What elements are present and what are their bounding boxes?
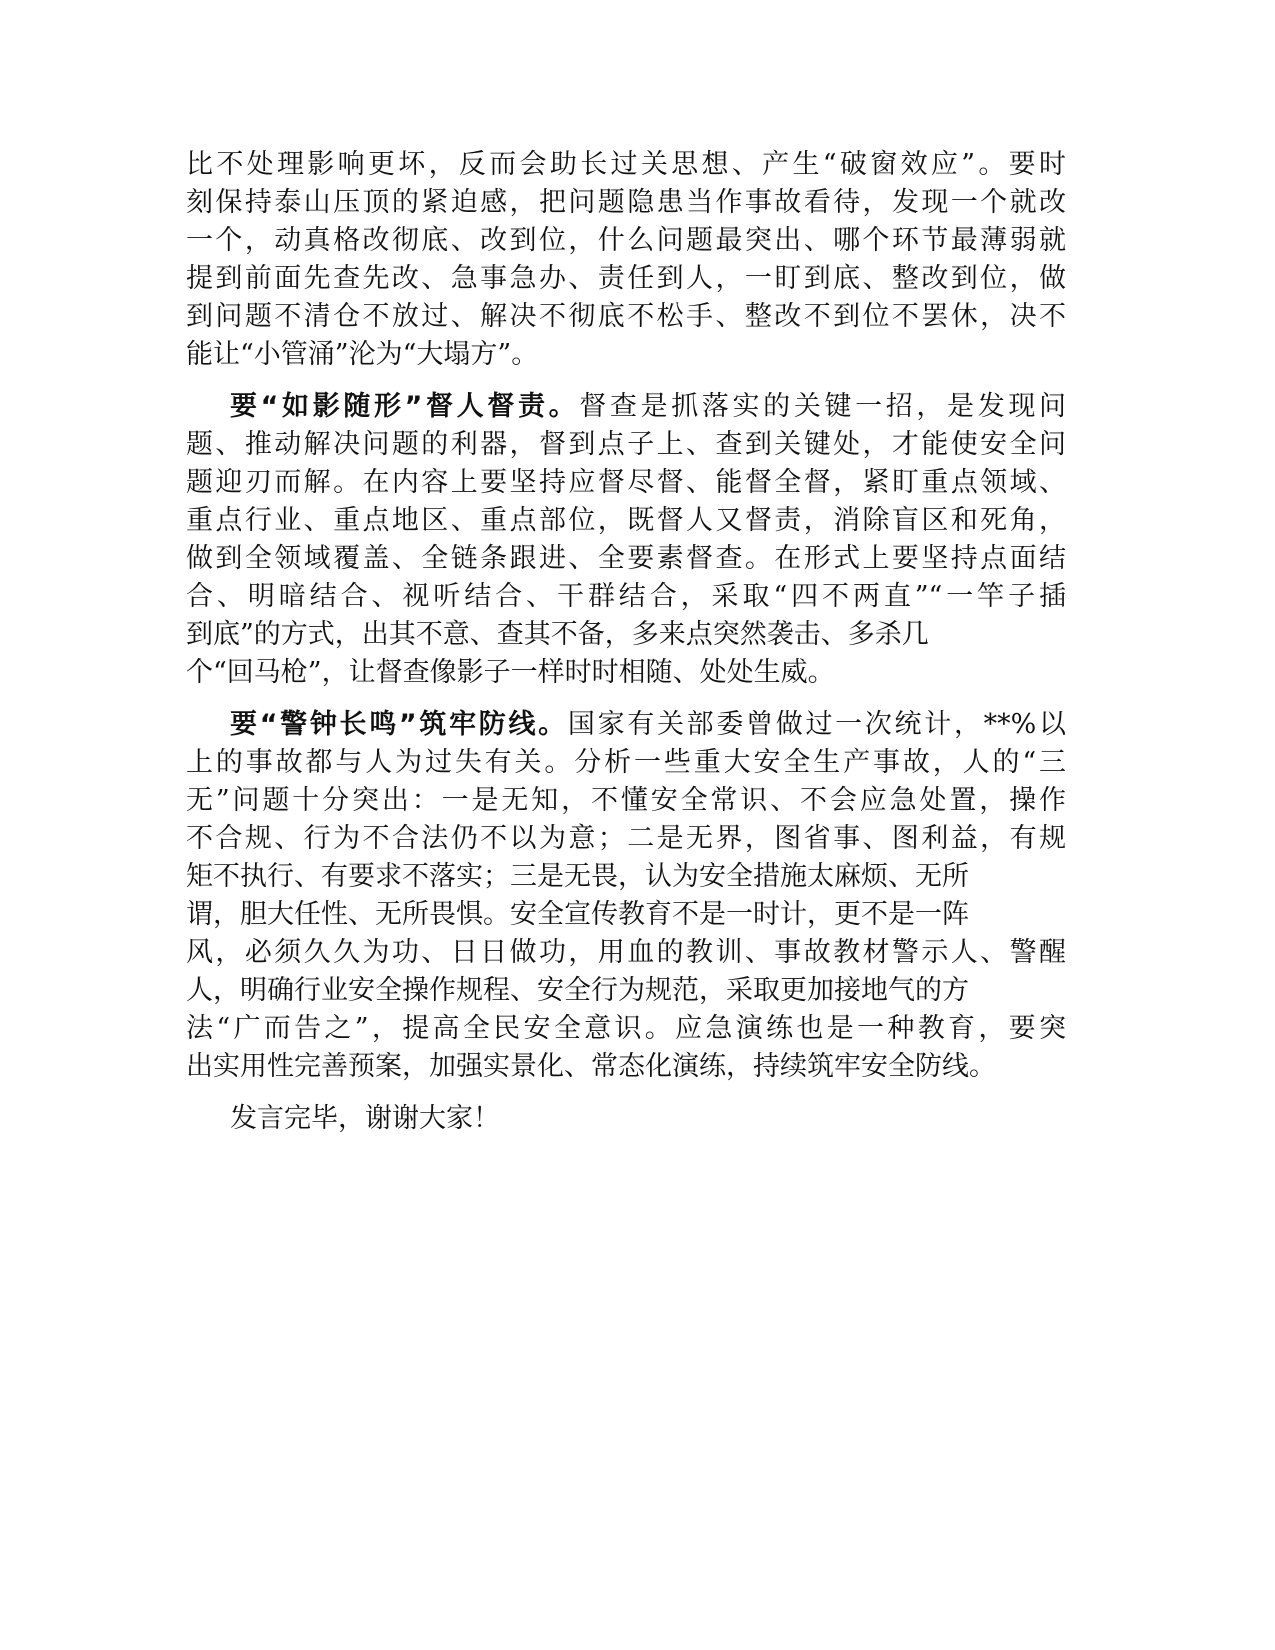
paragraph-2-line: 重点行业、重点地区、重点部位，既督人又督责，消除盲区和死角，: [186, 505, 1066, 536]
paragraph-spacer: [186, 1086, 1066, 1100]
paragraph-2-heading: 要“如影随形”督人督责。: [230, 391, 580, 422]
paragraph-3-line: 无”问题十分突出：一是无知，不懂安全常识、不会应急处置，操作: [186, 785, 1066, 816]
paragraph-1-line: 一个，动真格改彻底、改到位，什么问题最突出、哪个环节最薄弱就: [186, 225, 1066, 256]
paragraph-3-line: 谓，胆大任性、无所畏惧。安全宣传教育不是一时计，更不是一阵: [186, 899, 969, 930]
paragraph-3-line: 人，明确行业安全操作规程、安全行为规范，采取更加接地气的方: [186, 975, 969, 1006]
closing-remark: 发言完毕，谢谢大家！: [230, 1103, 500, 1134]
paragraph-2-line: 做到全领域覆盖、全链条跟进、全要素督查。在形式上要坚持点面结: [186, 543, 1066, 574]
paragraph-3-line: 出实用性完善预案，加强实景化、常态化演练，持续筑牢安全防线。: [186, 1051, 996, 1082]
paragraph-3-heading: 要“警钟长鸣”筑牢防线。: [230, 709, 568, 740]
paragraph-2-line: 题、推动解决问题的利器，督到点子上、查到关键处，才能使安全问: [186, 429, 1066, 460]
paragraph-spacer: [186, 692, 1066, 706]
paragraph-3-line: 风，必须久久为功、日日做功，用血的教训、事故教材警示人、警醒: [186, 937, 1066, 968]
paragraph-2-line: 合、明暗结合、视听结合、干群结合，采取“四不两直”“一竿子插: [186, 581, 1066, 612]
paragraph-1-line: 能让“小管涌”沦为“大塌方”。: [186, 339, 539, 370]
paragraph-3-first-line-text: 国家有关部委曾做过一次统计，**%以: [567, 709, 1066, 740]
paragraph-1: [186, 146, 1066, 374]
paragraph-3-line: 矩不执行、有要求不落实；三是无畏，认为安全措施太麻烦、无所: [186, 861, 969, 892]
paragraph-3-line: 上的事故都与人为过失有关。分析一些重大安全生产事故，人的“三: [186, 747, 1066, 778]
paragraph-2-line: 题迎刃而解。在内容上要坚持应督尽督、能督全督，紧盯重点领域、: [186, 467, 1066, 498]
paragraph-3-line: 不合规、行为不合法仍不以为意；二是无界，图省事、图利益，有规: [186, 823, 1066, 854]
paragraph-1-line: 到问题不清仓不放过、解决不彻底不松手、整改不到位不罢休，决不: [186, 301, 1066, 332]
document-body: [186, 146, 1066, 1138]
paragraph-1-line: 刻保持泰山压顶的紧迫感，把问题隐患当作事故看待，发现一个就改: [186, 187, 1066, 218]
paragraph-3-first-line: [186, 706, 1066, 744]
paragraph-spacer: [186, 374, 1066, 388]
paragraph-1-line: 提到前面先查先改、急事急办、责任到人，一盯到底、整改到位，做: [186, 263, 1066, 294]
paragraph-2: [186, 388, 1066, 692]
paragraph-2-line: 到底”的方式，出其不意、查其不备，多来点突然袭击、多杀几: [186, 619, 929, 650]
paragraph-2-first-line-text: 督查是抓落实的关键一招，是发现问: [579, 391, 1066, 422]
paragraph-2-first-line: [186, 388, 1066, 426]
paragraph-1-line: 比不处理影响更坏，反而会助长过关思想、产生“破窗效应”。要时: [186, 149, 1066, 180]
paragraph-2-line: 个“回马枪”，让督查像影子一样时时相随、处处生威。: [186, 657, 835, 688]
paragraph-3: [186, 706, 1066, 1086]
paragraph-3-line: 法“广而告之”，提高全民安全意识。应急演练也是一种教育，要突: [186, 1013, 1066, 1044]
